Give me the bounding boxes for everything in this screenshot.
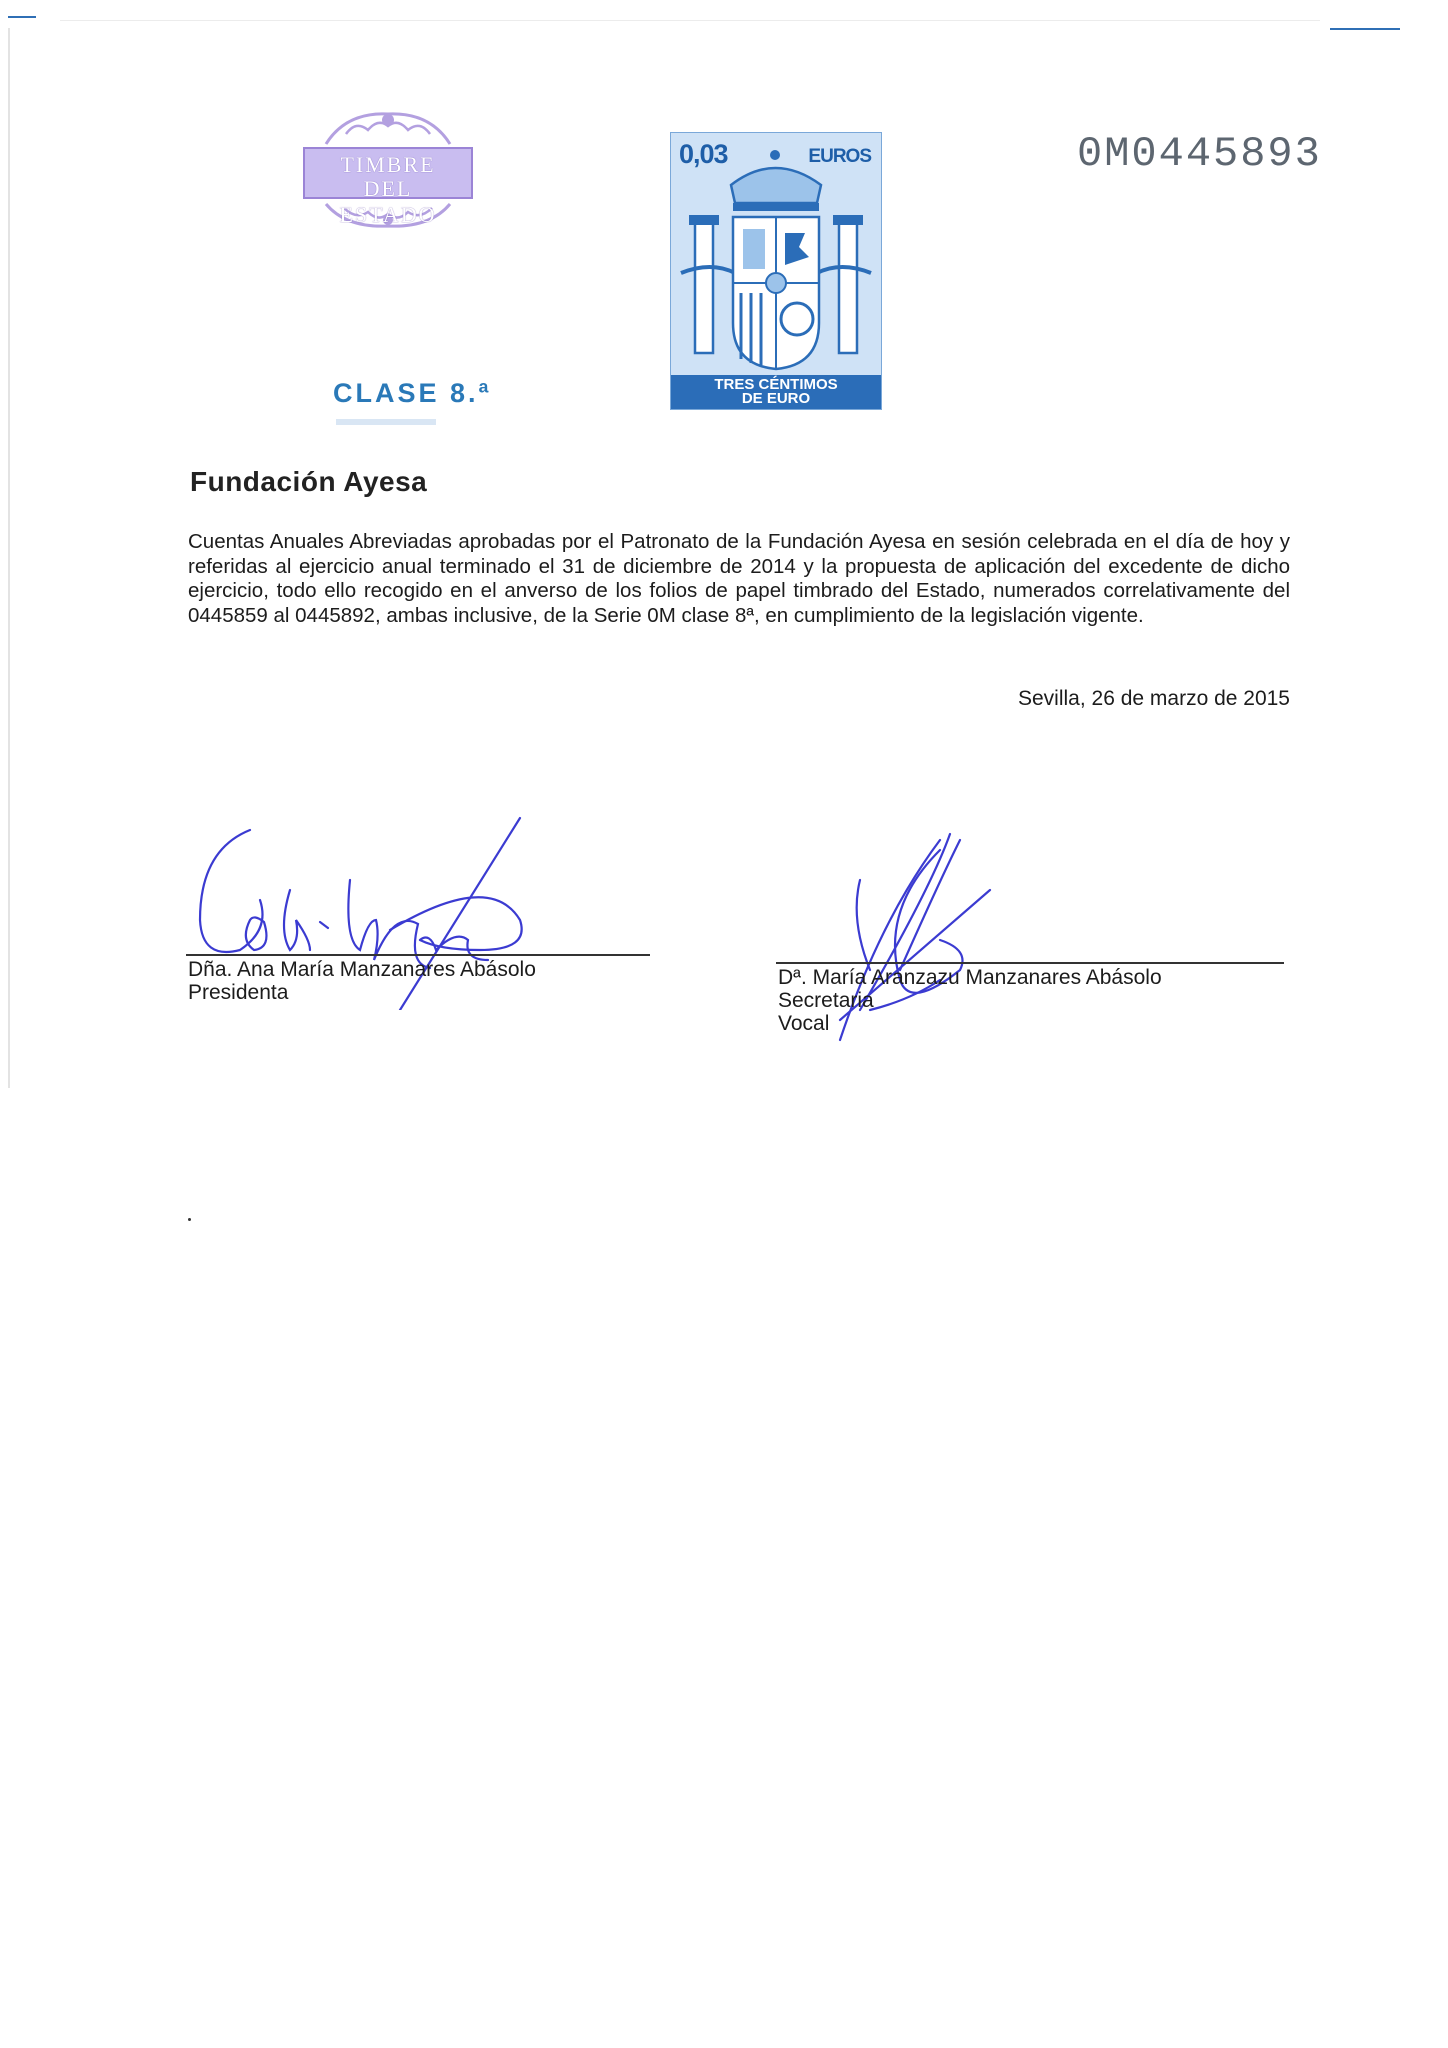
coat-of-arms-icon [671, 133, 881, 409]
stamp-band-line1: TRES CÉNTIMOS [714, 376, 838, 393]
stamp-band [671, 375, 881, 409]
signatory-1-name: Dña. Ana María Manzanares Abásolo [188, 958, 536, 981]
signature-line-1 [186, 954, 650, 956]
page-edge-shadow [8, 28, 10, 1088]
timbre-line2: DEL ESTADO [339, 176, 437, 227]
signatory-1-role: Presidenta [188, 981, 289, 1004]
place-date: Sevilla, 26 de marzo de 2015 [1017, 687, 1290, 710]
signatory-2-role-2: Vocal [778, 1012, 830, 1035]
stamp-currency: EUROS [808, 146, 871, 167]
signature-line-2 [776, 962, 1284, 964]
signatory-1 [188, 958, 536, 1004]
stamp-band-line2: DE EURO [741, 390, 811, 407]
timbre-del-estado-stamp [296, 104, 480, 234]
document-title: Fundación Ayesa [190, 466, 428, 497]
signatory-2 [778, 966, 1162, 1035]
clase-label: CLASE 8.ª [333, 378, 492, 408]
top-rule [60, 20, 1320, 21]
document-body: Cuentas Anuales Abreviadas aprobadas por el Patronato de la Fundación Ayesa en sesión celebrada en el día de hoy y referidas al ejercicio anual terminado el 31 de diciembre de 2014 y la propuesta de aplicación del excedente de dicho ejercicio, todo ello recogido en el anverso de los folios de papel timbrado del Estado, numerados correlativamente del 0445859 al 0445892, ambas inclusive, de la Serie 0M clase 8ª, en cumplimiento de la legislación vigente. [188, 530, 1290, 627]
stamp-value: 0,03 [679, 139, 728, 169]
corner-mark-left [8, 16, 36, 18]
signatory-2-name: Dª. María Aranzazu Manzanares Abásolo [778, 966, 1162, 989]
stray-mark [188, 1218, 191, 1221]
corner-mark-right [1330, 28, 1400, 30]
clase-microprint-icon [336, 417, 436, 427]
coat-of-arms-stamp [670, 132, 882, 410]
signatory-2-role-1: Secretaria [778, 989, 874, 1012]
timbre-line1: TIMBRE [340, 152, 436, 177]
serial-number: 0M0445893 [1077, 130, 1322, 178]
